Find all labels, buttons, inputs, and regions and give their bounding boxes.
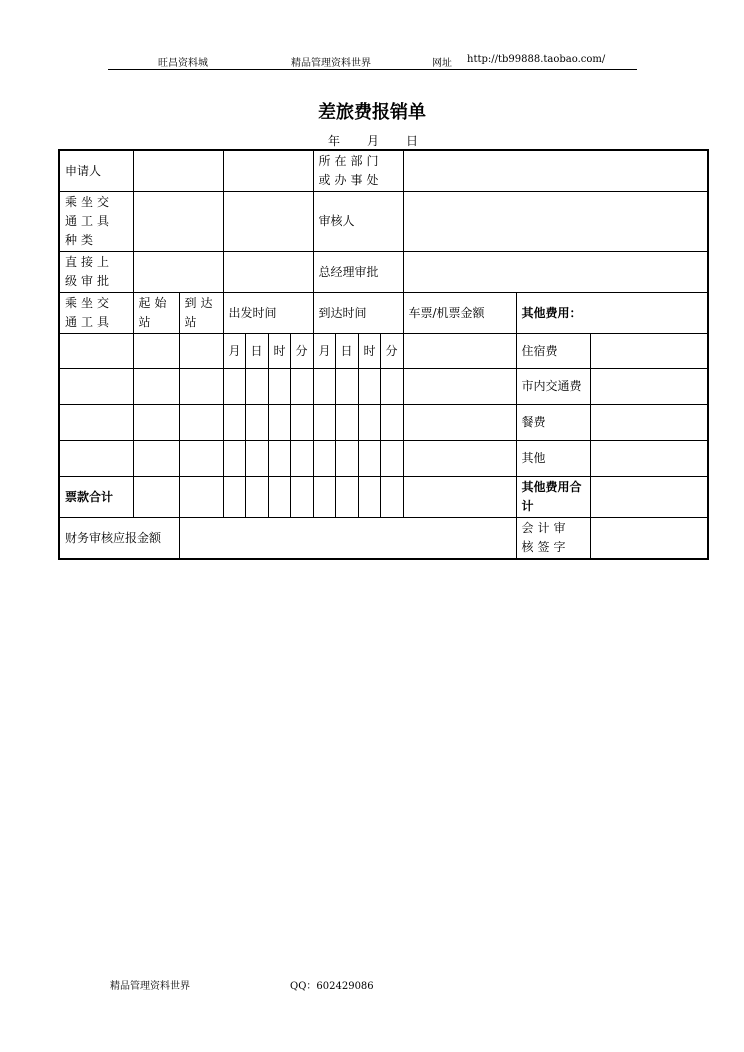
departure-time-label: 出发时间 bbox=[223, 293, 313, 334]
trip-header-row bbox=[59, 293, 708, 334]
time-cell[interactable] bbox=[380, 369, 403, 405]
time-cell[interactable] bbox=[358, 405, 380, 441]
time-cell[interactable] bbox=[268, 441, 290, 477]
header-divider bbox=[108, 69, 637, 70]
arrival-station-cell[interactable] bbox=[179, 405, 223, 441]
finance-row bbox=[59, 518, 708, 560]
departure-month-label: 月 bbox=[223, 334, 245, 369]
start-station-cell[interactable] bbox=[133, 405, 179, 441]
supervisor-field-2[interactable] bbox=[223, 252, 313, 293]
header-url-link[interactable]: http://tb99888.taobao.com/ bbox=[467, 54, 606, 65]
time-cell[interactable] bbox=[268, 405, 290, 441]
time-cell[interactable] bbox=[268, 477, 290, 518]
other-expenses-label: 其他费用： bbox=[516, 293, 708, 334]
time-cell[interactable] bbox=[358, 441, 380, 477]
date-month-label: 月 bbox=[367, 134, 380, 148]
form-title: 差旅费报销单 bbox=[318, 102, 426, 123]
time-cell[interactable] bbox=[380, 405, 403, 441]
finance-amount-label: 财务审核应报金额 bbox=[59, 518, 179, 560]
time-cell[interactable] bbox=[335, 405, 358, 441]
ticket-amount-label: 车票/机票金额 bbox=[403, 293, 516, 334]
arrival-month-label: 月 bbox=[313, 334, 335, 369]
meals-amount-cell[interactable] bbox=[590, 405, 708, 441]
other-total-label: 其他费用合计 bbox=[516, 477, 590, 518]
transport-cell[interactable] bbox=[59, 405, 133, 441]
applicant-row bbox=[59, 150, 708, 192]
start-station-label: 起始站 bbox=[133, 293, 179, 334]
trip-row-4 bbox=[59, 441, 708, 477]
date-day-label: 日 bbox=[406, 134, 419, 148]
department-field[interactable] bbox=[403, 150, 708, 192]
date-year-label: 年 bbox=[328, 134, 341, 148]
applicant-label: 申请人 bbox=[59, 150, 133, 192]
header-left-text: 旺昌资料城 bbox=[158, 58, 208, 69]
time-cell[interactable] bbox=[335, 441, 358, 477]
trip-row-1 bbox=[59, 334, 708, 369]
applicant-field-2[interactable] bbox=[223, 150, 313, 192]
time-cell[interactable] bbox=[290, 477, 313, 518]
department-label: 所在部门或办事处 bbox=[313, 150, 403, 192]
ticket-amount-cell[interactable] bbox=[403, 334, 516, 369]
reviewer-label: 审核人 bbox=[313, 192, 403, 252]
transport-type-row bbox=[59, 192, 708, 252]
date-line bbox=[0, 132, 744, 148]
applicant-field[interactable] bbox=[133, 150, 223, 192]
transport-cell[interactable] bbox=[59, 441, 133, 477]
reviewer-field[interactable] bbox=[403, 192, 708, 252]
ticket-total-cell[interactable] bbox=[179, 477, 223, 518]
transport-type-field[interactable] bbox=[133, 192, 223, 252]
transport-cell[interactable] bbox=[59, 334, 133, 369]
accountant-sign-label: 会计审核签字 bbox=[516, 518, 590, 560]
ticket-total-amount-cell[interactable] bbox=[403, 477, 516, 518]
arrival-station-cell[interactable] bbox=[179, 369, 223, 405]
header-url-label: 网址 bbox=[432, 58, 452, 69]
departure-day-label: 日 bbox=[245, 334, 268, 369]
gm-approval-label: 总经理审批 bbox=[313, 252, 403, 293]
time-cell[interactable] bbox=[380, 477, 403, 518]
trip-row-3 bbox=[59, 405, 708, 441]
footer-qq-text: QQ：602429086 bbox=[290, 981, 374, 992]
supervisor-row bbox=[59, 252, 708, 293]
time-cell[interactable] bbox=[268, 369, 290, 405]
time-cell[interactable] bbox=[313, 405, 335, 441]
gm-approval-field[interactable] bbox=[403, 252, 708, 293]
local-transport-label: 市内交通费 bbox=[516, 369, 590, 405]
time-cell[interactable] bbox=[245, 369, 268, 405]
ticket-total-label: 票款合计 bbox=[59, 477, 133, 518]
start-station-cell[interactable] bbox=[133, 369, 179, 405]
footer-left-text: 精品管理资料世界 bbox=[110, 981, 190, 992]
time-cell[interactable] bbox=[245, 477, 268, 518]
time-cell[interactable] bbox=[290, 441, 313, 477]
supervisor-label: 直接上级审批 bbox=[59, 252, 133, 293]
start-station-cell[interactable] bbox=[133, 334, 179, 369]
lodging-label: 住宿费 bbox=[516, 334, 590, 369]
time-cell[interactable] bbox=[223, 405, 245, 441]
other-label: 其他 bbox=[516, 441, 590, 477]
start-station-cell[interactable] bbox=[133, 441, 179, 477]
arrival-minute-label: 分 bbox=[380, 334, 403, 369]
trip-row-2 bbox=[59, 369, 708, 405]
ticket-amount-cell[interactable] bbox=[403, 369, 516, 405]
finance-amount-field[interactable] bbox=[179, 518, 516, 560]
time-cell[interactable] bbox=[358, 369, 380, 405]
accountant-sign-field[interactable] bbox=[590, 518, 708, 560]
ticket-amount-cell[interactable] bbox=[403, 441, 516, 477]
arrival-day-label: 日 bbox=[335, 334, 358, 369]
time-cell[interactable] bbox=[245, 405, 268, 441]
time-cell[interactable] bbox=[223, 369, 245, 405]
supervisor-field[interactable] bbox=[133, 252, 223, 293]
arrival-station-label: 到达站 bbox=[179, 293, 223, 334]
time-cell[interactable] bbox=[335, 477, 358, 518]
local-transport-amount-cell[interactable] bbox=[590, 369, 708, 405]
page-footer bbox=[0, 977, 744, 993]
arrival-time-label: 到达时间 bbox=[313, 293, 403, 334]
transport-type-label: 乘坐交通工具种类 bbox=[59, 192, 133, 252]
time-cell[interactable] bbox=[335, 369, 358, 405]
time-cell[interactable] bbox=[223, 441, 245, 477]
totals-row bbox=[59, 477, 708, 518]
time-cell[interactable] bbox=[245, 441, 268, 477]
time-cell[interactable] bbox=[290, 369, 313, 405]
arrival-station-cell[interactable] bbox=[179, 441, 223, 477]
time-cell[interactable] bbox=[313, 441, 335, 477]
departure-minute-label: 分 bbox=[290, 334, 313, 369]
other-amount-cell[interactable] bbox=[590, 441, 708, 477]
time-cell[interactable] bbox=[358, 477, 380, 518]
ticket-amount-cell[interactable] bbox=[403, 405, 516, 441]
transport-type-field-2[interactable] bbox=[223, 192, 313, 252]
lodging-amount-cell[interactable] bbox=[590, 334, 708, 369]
time-cell[interactable] bbox=[223, 477, 245, 518]
other-total-amount-cell[interactable] bbox=[590, 477, 708, 518]
ticket-total-cell[interactable] bbox=[133, 477, 179, 518]
meals-label: 餐费 bbox=[516, 405, 590, 441]
arrival-station-cell[interactable] bbox=[179, 334, 223, 369]
departure-hour-label: 时 bbox=[268, 334, 290, 369]
transport-cell[interactable] bbox=[59, 369, 133, 405]
time-cell[interactable] bbox=[380, 441, 403, 477]
expense-form-table bbox=[58, 149, 709, 560]
time-cell[interactable] bbox=[313, 369, 335, 405]
arrival-hour-label: 时 bbox=[358, 334, 380, 369]
header-middle-text: 精品管理资料世界 bbox=[291, 58, 371, 69]
time-cell[interactable] bbox=[290, 405, 313, 441]
time-cell[interactable] bbox=[313, 477, 335, 518]
page-header bbox=[0, 54, 744, 70]
transport-label: 乘坐交通工具 bbox=[59, 293, 133, 334]
